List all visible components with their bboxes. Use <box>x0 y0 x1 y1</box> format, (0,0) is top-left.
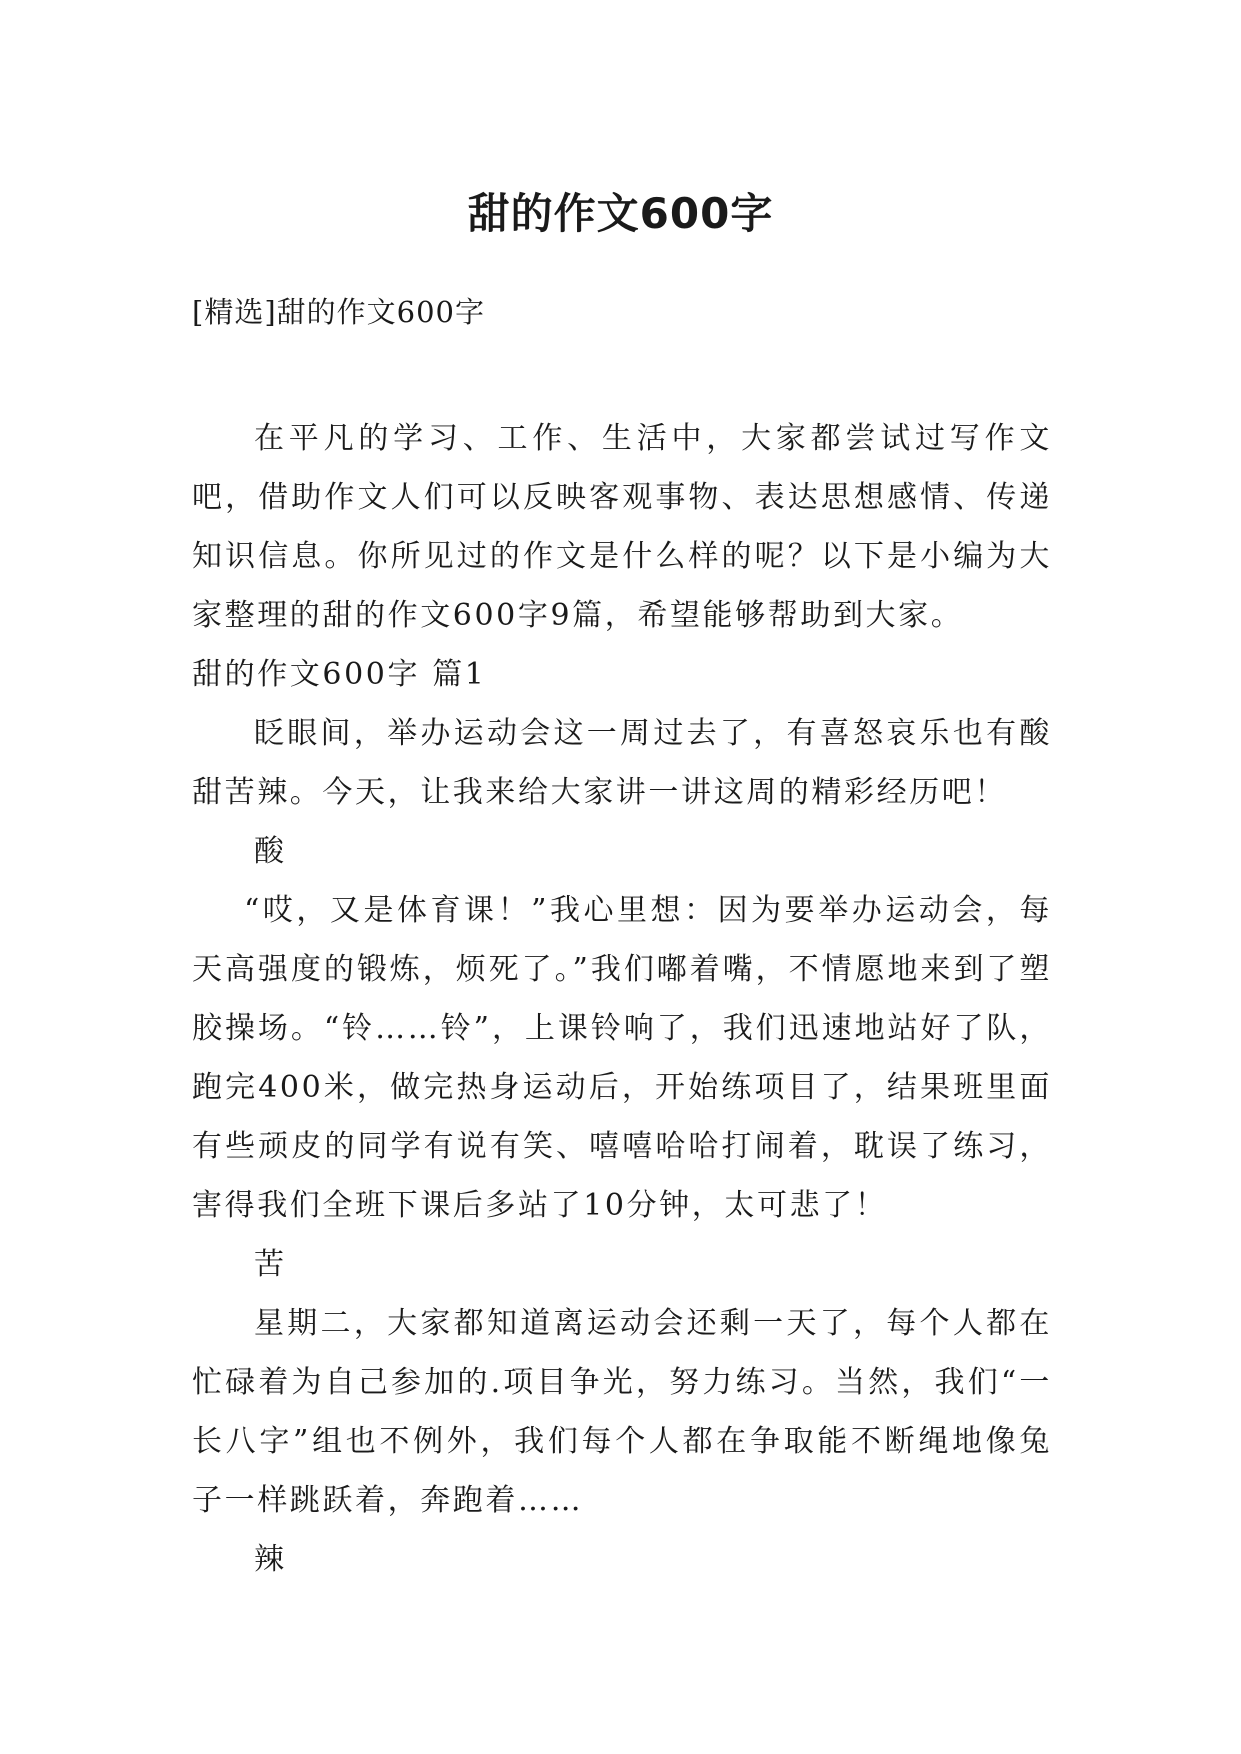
section-heading: 甜的作文600字 篇1 <box>192 657 487 692</box>
paragraph: 眨眼间，举办运动会这一周过去了，有喜怒哀乐也有酸甜苦辣。今天，让我来给大家讲一讲这周的精彩经历吧！ <box>192 716 1052 810</box>
document-body <box>192 409 1052 1589</box>
paragraph: 星期二，大家都知道离运动会还剩一天了，每个人都在忙碌着为自己参加的.项目争光，努力练习。当然，我们“一长八字”组也不例外，我们每个人都在争取能不断绳地像兔子一样跳跃着，奔跑着…… <box>192 1306 1052 1518</box>
document-subtitle: [精选]甜的作文600字 <box>192 295 485 329</box>
subheading-bitter: 苦 <box>254 1247 287 1282</box>
subheading-sour: 酸 <box>254 834 287 869</box>
subheading-spicy: 辣 <box>254 1542 287 1577</box>
document-title: 甜的作文600字 <box>467 189 774 239</box>
paragraph: “哎，又是体育课！”我心里想：因为要举办运动会，每天高强度的锻炼，烦死了。”我们嘟着嘴，不情愿地来到了塑胶操场。“铃……铃”，上课铃响了，我们迅速地站好了队，跑完400米，做完热身运动后，开始练项目了，结果班里面有些顽皮的同学有说有笑、嘻嘻哈哈打闹着，耽误了练习，害得我们全班下课后多站了10分钟，太可悲了！ <box>192 893 1052 1223</box>
paragraph-intro: 在平凡的学习、工作、生活中，大家都尝试过写作文吧，借助作文人们可以反映客观事物、表达思想感情、传递知识信息。你所见过的作文是什么样的呢？以下是小编为大家整理的甜的作文600字9篇，希望能够帮助到大家。 <box>192 421 1052 633</box>
